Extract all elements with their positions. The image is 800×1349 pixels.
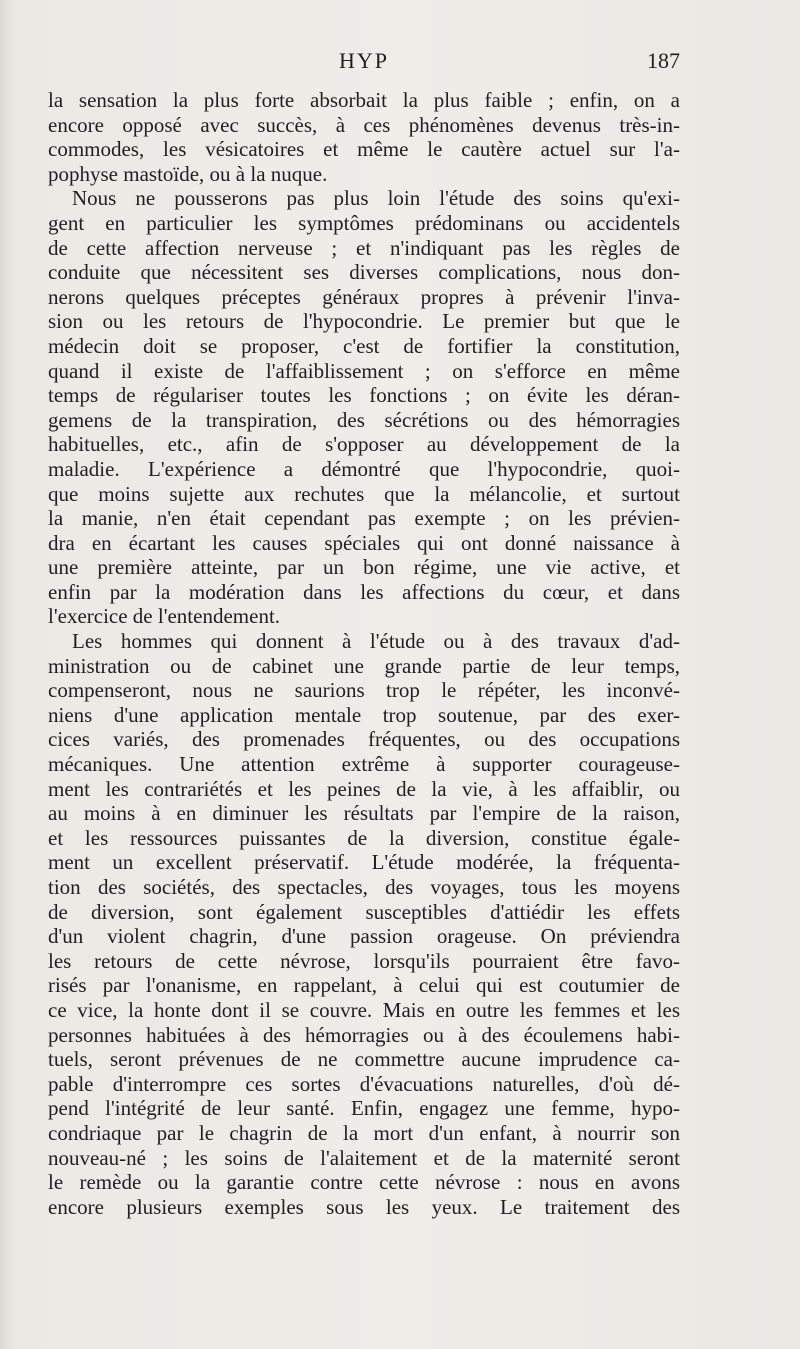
text-line: temps de régulariser toutes les fonctions ; on évite les déran- <box>48 383 680 408</box>
text-line: de cette affection nerveuse ; et n'indiquant pas les règles de <box>48 235 680 260</box>
page-header <box>48 48 680 88</box>
text-line: dra en écartant les causes spéciales qui ont donné naissance à <box>48 530 680 555</box>
text-line: pophyse mastoïde, ou à la nuque. <box>48 161 328 186</box>
text-line: quand il existe de l'affaiblissement ; on s'efforce en même <box>48 358 680 383</box>
text-line: gemens de la transpiration, des sécrétions ou des hémorragies <box>48 407 680 432</box>
paragraph <box>48 88 680 186</box>
text-line: que moins sujette aux rechutes que la mélancolie, et surtout <box>48 481 680 506</box>
text-line: la sensation la plus forte absorbait la plus faible ; enfin, on a <box>48 88 680 112</box>
text-line: mécaniques. Une attention extrême à supporter courageuse- <box>48 752 680 777</box>
text-line: au moins à en diminuer les résultats par l'empire de la raison, <box>48 801 680 826</box>
text-line: une première atteinte, par un bon régime, une vie active, et <box>48 555 680 580</box>
text-line: tion des sociétés, des spectacles, des voyages, tous les moyens <box>48 875 680 899</box>
text-line: niens d'une application mentale trop soutenue, par des exer- <box>48 702 680 727</box>
text-line: compenseront, nous ne saurions trop le répéter, les inconvé- <box>48 678 680 703</box>
text-line: gent en particulier les symptômes prédominans ou accidentels <box>48 210 680 235</box>
text-line: ce vice, la honte dont il se couvre. Mais en outre les femmes et les <box>48 997 680 1022</box>
text-line: cices variés, des promenades fréquentes, ou des occupations <box>48 727 680 752</box>
body-text <box>48 88 680 1219</box>
text-line: de diversion, sont également susceptibles d'attiédir les effets <box>48 899 680 924</box>
text-line: pable d'interrompre ces sortes d'évacuations naturelles, d'où dé- <box>48 1071 680 1096</box>
text-line: nerons quelques préceptes généraux propres à prévenir l'inva- <box>48 284 680 309</box>
text-line: l'exercice de l'entendement. <box>48 604 281 629</box>
text-line: condriaque par le chagrin de la mort d'un enfant, à nourrir son <box>48 1120 680 1145</box>
text-line: enfin par la modération dans les affections du cœur, et dans <box>48 579 680 604</box>
text-line: les retours de cette névrose, lorsqu'ils pourraient être favo- <box>48 948 680 973</box>
paragraph <box>48 629 680 1219</box>
text-line: conduite que nécessitent ses diverses complications, nous don- <box>48 260 680 285</box>
text-line: habituelles, etc., afin de s'opposer au développement de la <box>48 432 680 457</box>
text-line: sion ou les retours de l'hypocondrie. Le premier but que le <box>48 309 680 334</box>
text-line: commodes, les vésicatoires et même le cautère actuel sur l'a- <box>48 137 680 162</box>
text-line: risés par l'onanisme, en rappelant, à celui qui est coutumier de <box>48 973 680 998</box>
text-line: ment un excellent préservatif. L'étude modérée, la fréquenta- <box>48 850 680 875</box>
text-line: le remède ou la garantie contre cette névrose : nous en avons <box>48 1170 680 1195</box>
text-line: ministration ou de cabinet une grande partie de leur temps, <box>48 653 680 678</box>
text-line: d'un violent chagrin, d'une passion orageuse. On préviendra <box>48 924 680 949</box>
text-line: pend l'intégrité de leur santé. Enfin, engagez une femme, hypo- <box>48 1096 680 1121</box>
page-number: 187 <box>647 48 680 73</box>
text-line: personnes habituées à des hémorragies ou à des écoulemens habi- <box>48 1022 680 1047</box>
text-line: encore opposé avec succès, à ces phénomènes devenus très-in- <box>48 112 680 137</box>
text-line: tuels, seront prévenues de ne commettre aucune imprudence ca- <box>48 1047 680 1072</box>
text-line: Nous ne pousserons pas plus loin l'étude des soins qu'exi- <box>72 186 680 211</box>
text-line: et les ressources puissantes de la diversion, constitue égale- <box>48 825 680 850</box>
paragraph <box>48 186 680 629</box>
text-line: encore plusieurs exemples sous les yeux. Le traitement des <box>48 1194 680 1219</box>
text-line: la manie, n'en était cependant pas exempte ; on les prévien- <box>48 506 680 531</box>
text-line: nouveau-né ; les soins de l'alaitement et de la maternité seront <box>48 1145 680 1170</box>
text-line: maladie. L'expérience a démontré que l'hypocondrie, quoi- <box>48 456 680 481</box>
text-line: Les hommes qui donnent à l'étude ou à des travaux d'ad- <box>72 629 680 654</box>
text-line: médecin doit se proposer, c'est de fortifier la constitution, <box>48 333 680 358</box>
text-line: ment les contrariétés et les peines de la vie, à les affaiblir, ou <box>48 776 680 801</box>
running-head: HYP <box>338 48 389 73</box>
